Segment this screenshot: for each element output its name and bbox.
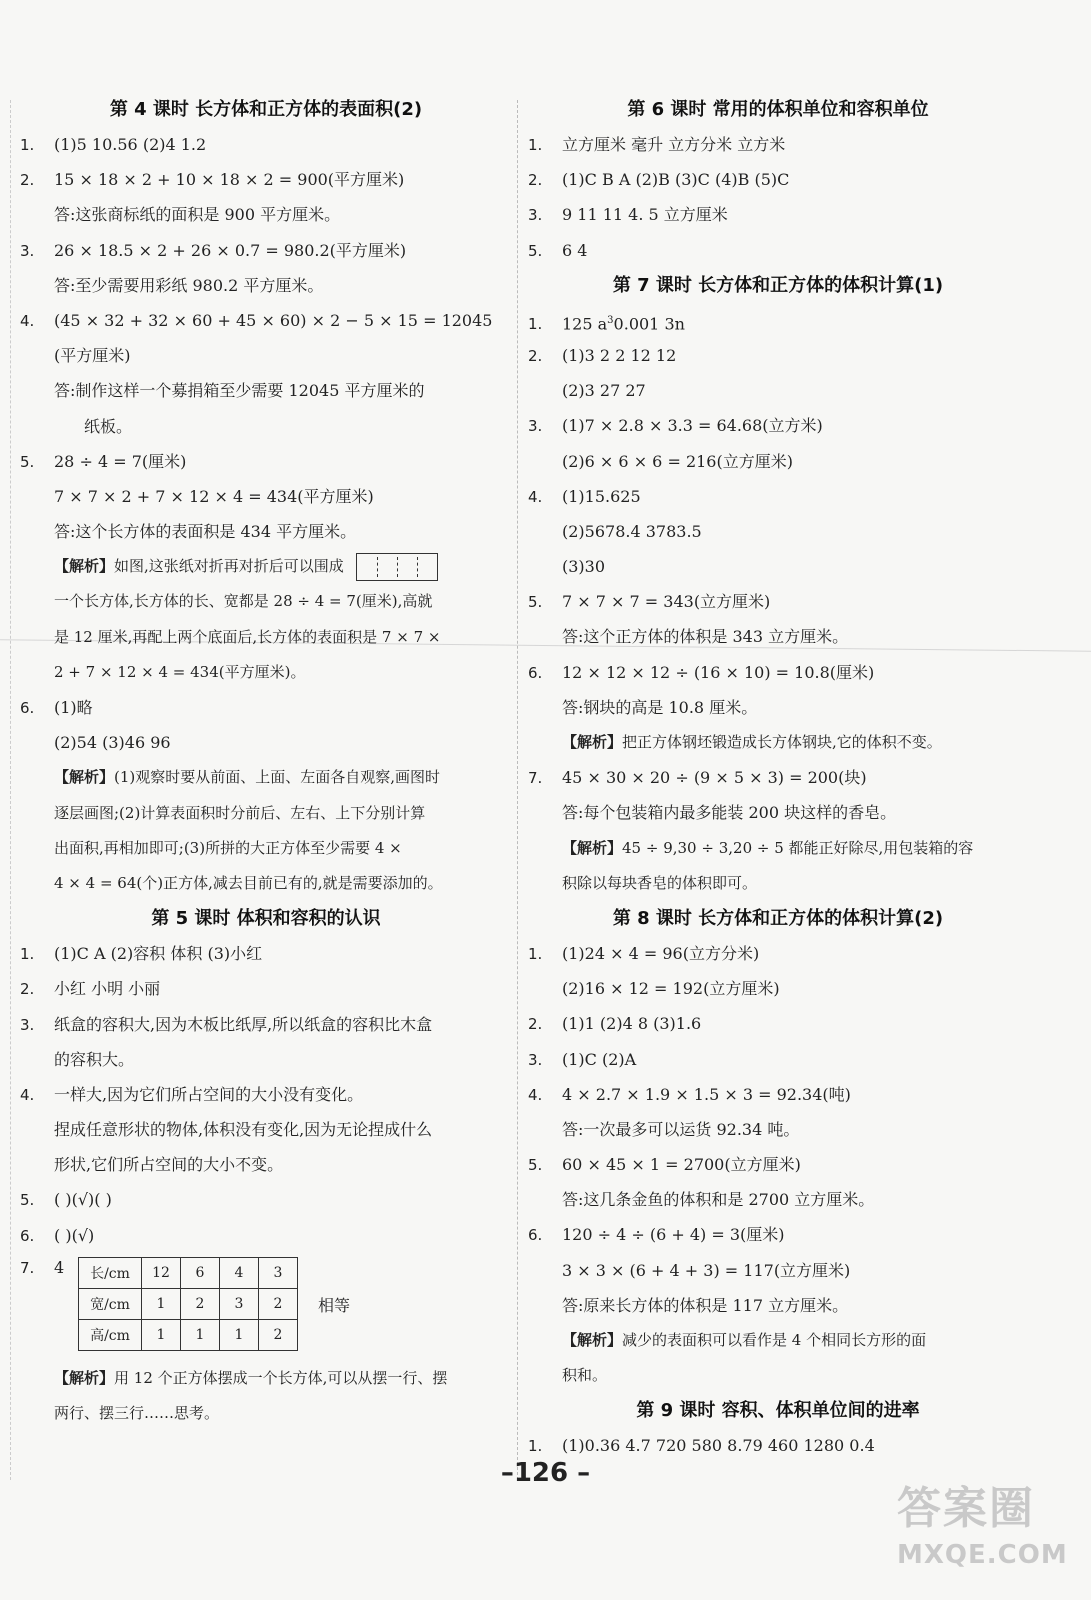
table-cell: 1 <box>220 1319 259 1350</box>
answer-line <box>20 690 512 725</box>
dimensions-table <box>78 1257 298 1351</box>
answer-line <box>528 1217 1028 1252</box>
item-number: 3. <box>20 1015 35 1034</box>
answer-text: 9 11 11 4. 5 立方厘米 <box>562 205 728 225</box>
item-number: 2. <box>528 1015 543 1034</box>
answer-line: (2)5678.4 3783.5 <box>562 521 702 541</box>
analysis-line <box>20 760 512 795</box>
analysis-text: 45 ÷ 9,30 ÷ 3,20 ÷ 5 都能正好除尽,用包装箱的容 <box>622 838 974 857</box>
answer-text: 4 <box>54 1257 65 1277</box>
analysis-line: 两行、摆三行……思考。 <box>54 1404 220 1422</box>
answer-line: 的容积大。 <box>54 1049 135 1069</box>
answer-text: 26 × 18.5 × 2 + 26 × 0.7 = 980.2(平方厘米) <box>54 240 407 260</box>
item-number: 3. <box>528 1050 543 1069</box>
answer-line <box>528 162 1028 197</box>
table-cell: 12 <box>142 1257 181 1288</box>
analysis-line <box>528 1323 1028 1358</box>
answer-line: 答:每个包装箱内最多能装 200 块这样的香皂。 <box>562 803 897 823</box>
answer-line: 3 × 3 × (6 + 4 + 3) = 117(立方厘米) <box>562 1260 851 1280</box>
answer-line <box>528 408 1028 443</box>
analysis-line <box>528 725 1028 760</box>
table-cell: 3 <box>259 1257 298 1288</box>
answer-line <box>20 162 512 197</box>
lesson-4-heading: 第 4 课时 长方体和正方体的表面积(2) <box>109 99 423 120</box>
table-cell: 4 <box>220 1257 259 1288</box>
answer-text: 120 ÷ 4 ÷ (6 + 4) = 3(厘米) <box>562 1225 785 1245</box>
item-number: 5. <box>20 452 35 471</box>
folded-paper-figure <box>356 553 438 581</box>
answer-text: 小红 小明 小丽 <box>54 979 161 999</box>
item-number: 2. <box>20 171 35 190</box>
answer-line <box>528 1006 1028 1041</box>
answer-text: (45 × 32 + 32 × 60 + 45 × 60) × 2 − 5 × 15 = 12045 <box>54 310 493 330</box>
item-number: 2. <box>528 171 543 190</box>
analysis-text: 用 12 个正方体摆成一个长方体,可以从摆一行、摆 <box>114 1368 448 1387</box>
analysis-line: 2 + 7 × 12 × 4 = 434(平方厘米)。 <box>54 662 306 681</box>
answer-text: (1)C (2)A <box>562 1049 637 1069</box>
table-row <box>79 1257 298 1288</box>
answer-line: 答:这个正方体的体积是 343 立方厘米。 <box>562 627 849 647</box>
item-number: 2. <box>528 346 543 365</box>
table-cell: 1 <box>142 1319 181 1350</box>
answer-line: (2)54 (3)46 96 <box>54 733 171 753</box>
question-7-block <box>20 1253 512 1361</box>
answer-line: 捏成任意形状的物体,体积没有变化,因为无论捏成什么 <box>54 1120 433 1140</box>
left-margin-rule <box>10 100 11 1480</box>
analysis-tag: 【解析】 <box>54 557 115 576</box>
table-cell: 高/cm <box>79 1319 142 1350</box>
item-number: 1. <box>528 315 543 334</box>
answer-line <box>20 1077 512 1112</box>
lesson-5-heading: 第 5 课时 体积和容积的认识 <box>151 908 381 930</box>
answer-line <box>528 127 1028 162</box>
answer-line <box>20 1007 512 1042</box>
item-number: 6. <box>528 663 543 682</box>
item-number: 4. <box>528 487 543 506</box>
item-number: 3. <box>528 417 543 436</box>
analysis-line: 积和。 <box>562 1366 608 1385</box>
answer-text: (1)3 2 2 12 12 <box>562 345 677 365</box>
item-number: 1. <box>20 136 35 154</box>
lesson-7-heading: 第 7 课时 长方体和正方体的体积计算(1) <box>612 274 944 296</box>
item-number: 5. <box>20 1191 35 1210</box>
answer-line <box>528 338 1028 373</box>
answer-text: (1)1 (2)4 8 (3)1.6 <box>562 1014 702 1034</box>
answer-line: (3)30 <box>562 557 606 577</box>
analysis-line: 4 × 4 = 64(个)正方体,减去目前已有的,就是需要添加的。 <box>54 873 443 892</box>
answer-line <box>528 655 1028 690</box>
exponent: 3 <box>607 314 614 326</box>
analysis-text: 把正方体钢坯锻造成长方体钢块,它的体积不变。 <box>622 733 942 751</box>
item-number: 1. <box>20 945 35 964</box>
analysis-line: 逐层画图;(2)计算表面积时分前后、左右、上下分别计算 <box>54 803 426 822</box>
answer-line: 答:至少需要用彩纸 980.2 平方厘米。 <box>54 275 324 295</box>
answer-text: 一样大,因为它们所占空间的大小没有变化。 <box>54 1084 364 1104</box>
table-cell: 2 <box>259 1288 298 1319</box>
answer-line: 答:钢块的高是 10.8 厘米。 <box>562 697 758 717</box>
answer-line: 纸板。 <box>84 416 133 436</box>
answer-text: 6 4 <box>562 240 588 260</box>
answer-text: ( )(√)( ) <box>54 1190 112 1210</box>
answer-line <box>528 303 1028 338</box>
answer-text: 纸盒的容积大,因为木板比纸厚,所以纸盒的容积比木盒 <box>54 1014 433 1034</box>
table-row <box>79 1319 298 1350</box>
answer-text: 7 × 7 × 7 = 343(立方厘米) <box>562 592 771 612</box>
answer-text: 立方厘米 毫升 立方分米 立方米 <box>562 135 786 154</box>
table-cell: 宽/cm <box>79 1288 142 1319</box>
analysis-line: 积除以每块香皂的体积即可。 <box>562 873 758 892</box>
item-number: 5. <box>528 241 543 260</box>
analysis-line: 是 12 厘米,再配上两个底面后,长方体的表面积是 7 × 7 × <box>54 627 441 646</box>
question-7-conclusion: 相等 <box>318 1295 351 1315</box>
lesson-6-heading: 第 6 课时 常用的体积单位和容积单位 <box>627 99 929 120</box>
answer-line: 7 × 7 × 2 + 7 × 12 × 4 = 434(平方厘米) <box>54 486 374 506</box>
answer-text: 15 × 18 × 2 + 10 × 18 × 2 = 900(平方厘米) <box>54 170 405 190</box>
answer-line <box>20 444 512 479</box>
answer-line: (平方厘米) <box>54 346 131 366</box>
answer-text: (1)24 × 4 = 96(立方分米) <box>562 943 760 963</box>
table-cell: 6 <box>181 1257 220 1288</box>
analysis-line <box>528 831 1028 866</box>
item-number: 6. <box>20 699 35 717</box>
right-column <box>528 92 1028 1464</box>
table-cell: 1 <box>142 1288 181 1319</box>
answer-line: 答:这张商标纸的面积是 900 平方厘米。 <box>54 205 341 225</box>
answer-line: (2)3 27 27 <box>562 381 646 401</box>
table-cell: 2 <box>259 1319 298 1350</box>
page-number: –126 – <box>500 1458 591 1488</box>
answer-text: (1)5 10.56 (2)4 1.2 <box>54 135 207 154</box>
analysis-text: 如图,这张纸对折再对折后可以围成 <box>114 557 344 576</box>
answer-line <box>20 1182 512 1217</box>
answer-line: 答:原来长方体的体积是 117 立方厘米。 <box>562 1295 849 1315</box>
analysis-line: 一个长方体,长方体的长、宽都是 28 ÷ 4 = 7(厘米),高就 <box>54 592 433 611</box>
item-number: 5. <box>528 1156 543 1175</box>
answer-line <box>20 971 512 1006</box>
answer-line <box>20 233 512 268</box>
item-number: 6. <box>20 1226 35 1245</box>
table-cell: 2 <box>181 1288 220 1319</box>
table-cell: 1 <box>181 1319 220 1350</box>
item-number: 1. <box>528 1437 543 1456</box>
answer-line <box>528 1042 1028 1077</box>
analysis-text: 减少的表面积可以看作是 4 个相同长方形的面 <box>622 1331 927 1349</box>
answer-line <box>528 1147 1028 1182</box>
answer-line <box>20 936 512 971</box>
answer-line <box>20 1218 512 1253</box>
answer-text: 28 ÷ 4 = 7(厘米) <box>54 451 187 471</box>
answer-line: 答:一次最多可以运货 92.34 吨。 <box>562 1119 800 1139</box>
answer-text: (1)7 × 2.8 × 3.3 = 64.68(立方米) <box>562 416 823 436</box>
table-row <box>79 1288 298 1319</box>
analysis-text: (1)观察时要从前面、上面、左面各自观察,画图时 <box>114 768 441 787</box>
answer-text: 0.001 3n <box>613 314 685 334</box>
answer-line: 答:制作这样一个募捐箱至少需要 12045 平方厘米的 <box>54 381 425 401</box>
analysis-line <box>20 1361 512 1396</box>
site-watermark <box>897 1472 1067 1582</box>
item-number: 1. <box>528 136 543 154</box>
item-number: 6. <box>528 1226 543 1245</box>
left-column <box>20 92 512 1431</box>
column-divider <box>517 100 518 1480</box>
answer-text: 125 a <box>562 314 608 334</box>
item-number: 4. <box>20 1085 35 1104</box>
answer-line <box>528 584 1028 619</box>
answer-line <box>20 303 512 338</box>
analysis-tag: 【解析】 <box>54 1368 115 1387</box>
item-number: 7. <box>528 769 543 788</box>
answer-line: (2)6 × 6 × 6 = 216(立方厘米) <box>562 451 793 471</box>
item-number: 2. <box>20 980 35 999</box>
analysis-line: 出面积,再相加即可;(3)所拼的大正方体至少需要 4 × <box>54 838 402 857</box>
analysis-tag: 【解析】 <box>562 838 623 857</box>
answer-line <box>528 479 1028 514</box>
answer-line: (2)16 × 12 = 192(立方厘米) <box>562 979 780 999</box>
watermark-logo-text: 答案圈 <box>897 1483 1035 1534</box>
answer-line <box>528 233 1028 268</box>
analysis-tag: 【解析】 <box>562 1331 623 1349</box>
watermark-url: MXQE.COM <box>897 1540 1068 1570</box>
analysis-tag: 【解析】 <box>562 733 623 751</box>
item-number: 4. <box>20 311 35 330</box>
answer-text: ( )(√) <box>54 1225 95 1245</box>
answer-text: 60 × 45 × 1 = 2700(立方厘米) <box>562 1155 801 1175</box>
analysis-tag: 【解析】 <box>54 768 115 787</box>
answer-text: 4 × 2.7 × 1.9 × 1.5 × 3 = 92.34(吨) <box>562 1084 851 1104</box>
lesson-8-heading: 第 8 课时 长方体和正方体的体积计算(2) <box>612 907 944 929</box>
item-number: 7. <box>20 1258 35 1277</box>
answer-text: (1)15.625 <box>562 486 641 506</box>
answer-line: 答:这个长方体的表面积是 434 平方厘米。 <box>54 522 357 542</box>
answer-text: 12 × 12 × 12 ÷ (16 × 10) = 10.8(厘米) <box>562 662 875 682</box>
answer-line <box>20 127 512 162</box>
item-number: 3. <box>528 206 543 225</box>
table-cell: 长/cm <box>79 1257 142 1288</box>
lesson-9-heading: 第 9 课时 容积、体积单位间的进率 <box>636 1400 920 1422</box>
item-number: 3. <box>20 241 35 260</box>
answer-line <box>528 197 1028 232</box>
analysis-line <box>20 549 512 584</box>
answer-line: 答:这几条金鱼的体积和是 2700 立方厘米。 <box>562 1190 875 1210</box>
item-number: 5. <box>528 593 543 612</box>
answer-line <box>528 760 1028 795</box>
table-cell: 3 <box>220 1288 259 1319</box>
item-number: 1. <box>528 944 543 963</box>
answer-text: 45 × 30 × 20 ÷ (9 × 5 × 3) = 200(块) <box>562 768 867 788</box>
answer-text: (1)0.36 4.7 720 580 8.79 460 1280 0.4 <box>562 1436 875 1456</box>
answer-text: (1)C B A (2)B (3)C (4)B (5)C <box>562 170 790 190</box>
answer-text: (1)C A (2)容积 体积 (3)小红 <box>54 944 263 964</box>
answer-line <box>528 936 1028 971</box>
answer-line: 形状,它们所占空间的大小不变。 <box>54 1155 284 1175</box>
item-number: 4. <box>528 1085 543 1104</box>
question-7-lead <box>20 1253 64 1283</box>
answer-text: (1)略 <box>54 698 93 717</box>
answer-line <box>528 1077 1028 1112</box>
